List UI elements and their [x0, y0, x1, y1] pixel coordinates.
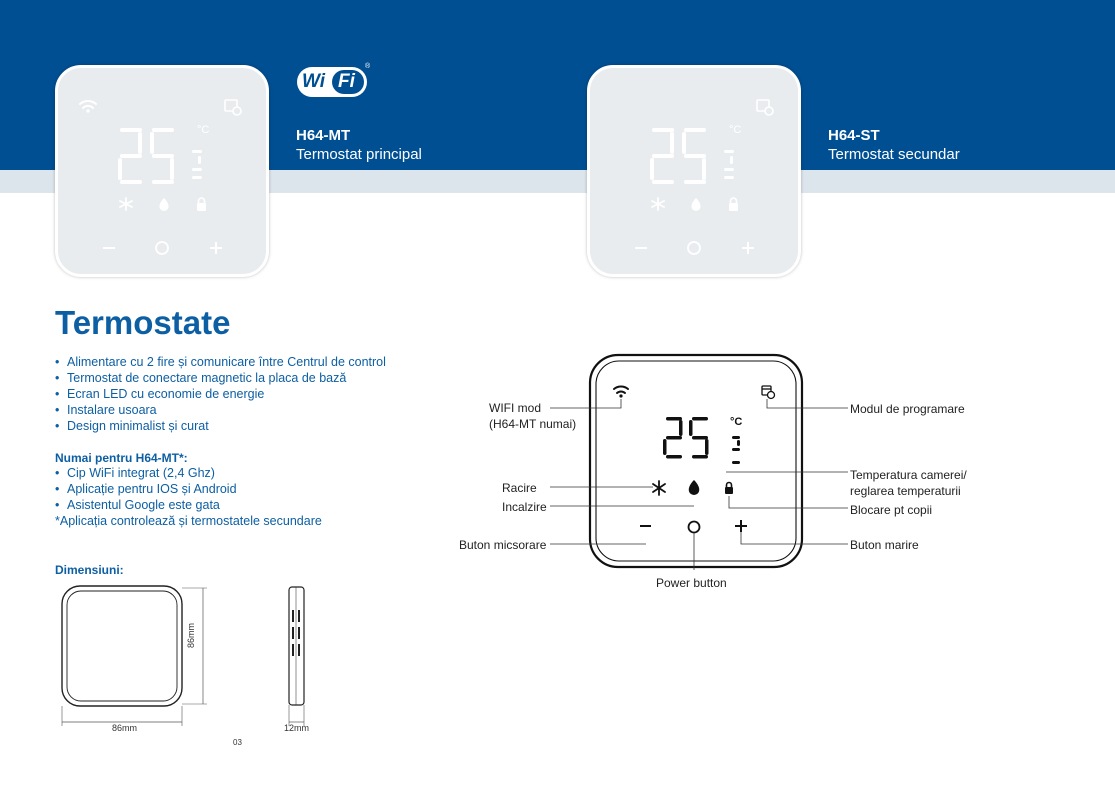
product-model-st: H64-ST	[828, 127, 880, 144]
flame-icon	[160, 198, 169, 211]
callout-temp-line2: reglarea temperaturii	[850, 484, 961, 498]
card-face	[590, 68, 798, 274]
feature-item: • Alimentare cu 2 fire și comunicare între Centrul de control	[55, 354, 386, 370]
mt-only-item: • Asistentul Google este gata	[55, 497, 237, 513]
dimension-height: 86mm	[186, 622, 196, 648]
callout-minus: Buton micsorare	[459, 538, 547, 552]
plus-icon	[210, 242, 222, 254]
page-title: Termostate	[55, 304, 231, 341]
wifi-badge-left: Wi	[302, 71, 326, 92]
page-number: 03	[233, 738, 242, 747]
calendar-clock-icon	[757, 100, 773, 115]
snowflake-icon	[652, 198, 664, 210]
power-icon	[688, 242, 700, 254]
callout-temp-line1: Temperatura camerei/	[850, 468, 967, 482]
flame-icon	[692, 198, 701, 211]
mt-only-list	[55, 465, 237, 513]
snowflake-icon	[120, 198, 132, 210]
callout-program: Modul de programare	[850, 402, 965, 416]
callout-power: Power button	[656, 576, 727, 590]
wifi-dot	[619, 394, 622, 397]
callout-child-lock: Blocare pt copii	[850, 503, 933, 517]
lock-icon	[197, 198, 206, 211]
product-name-mt: Termostat principal	[296, 146, 422, 163]
callout-wifi-mode	[489, 400, 576, 432]
power-icon	[156, 242, 168, 254]
feature-item: • Ecran LED cu economie de energie	[55, 386, 386, 402]
card-temp-unit: °C	[197, 124, 210, 136]
card-temp-unit: °C	[729, 124, 742, 136]
wifi-icon	[80, 101, 96, 108]
mt-only-item: • Aplicație pentru IOS și Android	[55, 481, 237, 497]
calendar-clock-icon	[225, 100, 241, 115]
callout-wifi-line2: (H64-MT numai)	[489, 417, 577, 431]
wifi-badge-mark: ®	[365, 63, 371, 70]
dimensions-drawing	[55, 580, 335, 740]
callout-plus: Buton marire	[850, 538, 919, 552]
feature-item: • Termostat de conectare magnetic la placa de bază	[55, 370, 386, 386]
dimension-depth: 12mm	[284, 723, 310, 733]
wifi-badge-right: Fi	[338, 71, 355, 92]
product-name-st: Termostat secundar	[828, 146, 960, 163]
display-temp-unit: °C	[730, 416, 743, 428]
wifi-badge	[296, 65, 370, 99]
dimension-width: 86mm	[112, 723, 138, 733]
callout-heating: Incalzire	[502, 500, 547, 514]
callout-cooling: Racire	[502, 481, 537, 495]
mt-only-item: • Cip WiFi integrat (2,4 Ghz)	[55, 465, 237, 481]
callout-temperature	[850, 467, 967, 499]
feature-item: • Design minimalist și curat	[55, 418, 386, 434]
feature-list	[55, 354, 386, 434]
callout-wifi-line1: WIFI mod	[489, 401, 542, 415]
feature-item: • Instalare usoara	[55, 402, 386, 418]
plus-icon	[742, 242, 754, 254]
app-note: *Aplicația controlează și termostatele secundare	[55, 514, 322, 528]
thermostat-card-st	[587, 65, 801, 277]
mt-only-heading: Numai pentru H64-MT*:	[55, 451, 188, 465]
dimensions-heading: Dimensiuni:	[55, 563, 124, 577]
lock-icon	[729, 198, 738, 211]
thermostat-card-mt	[55, 65, 269, 277]
product-model-mt: H64-MT	[296, 127, 351, 144]
card-face	[58, 68, 266, 274]
